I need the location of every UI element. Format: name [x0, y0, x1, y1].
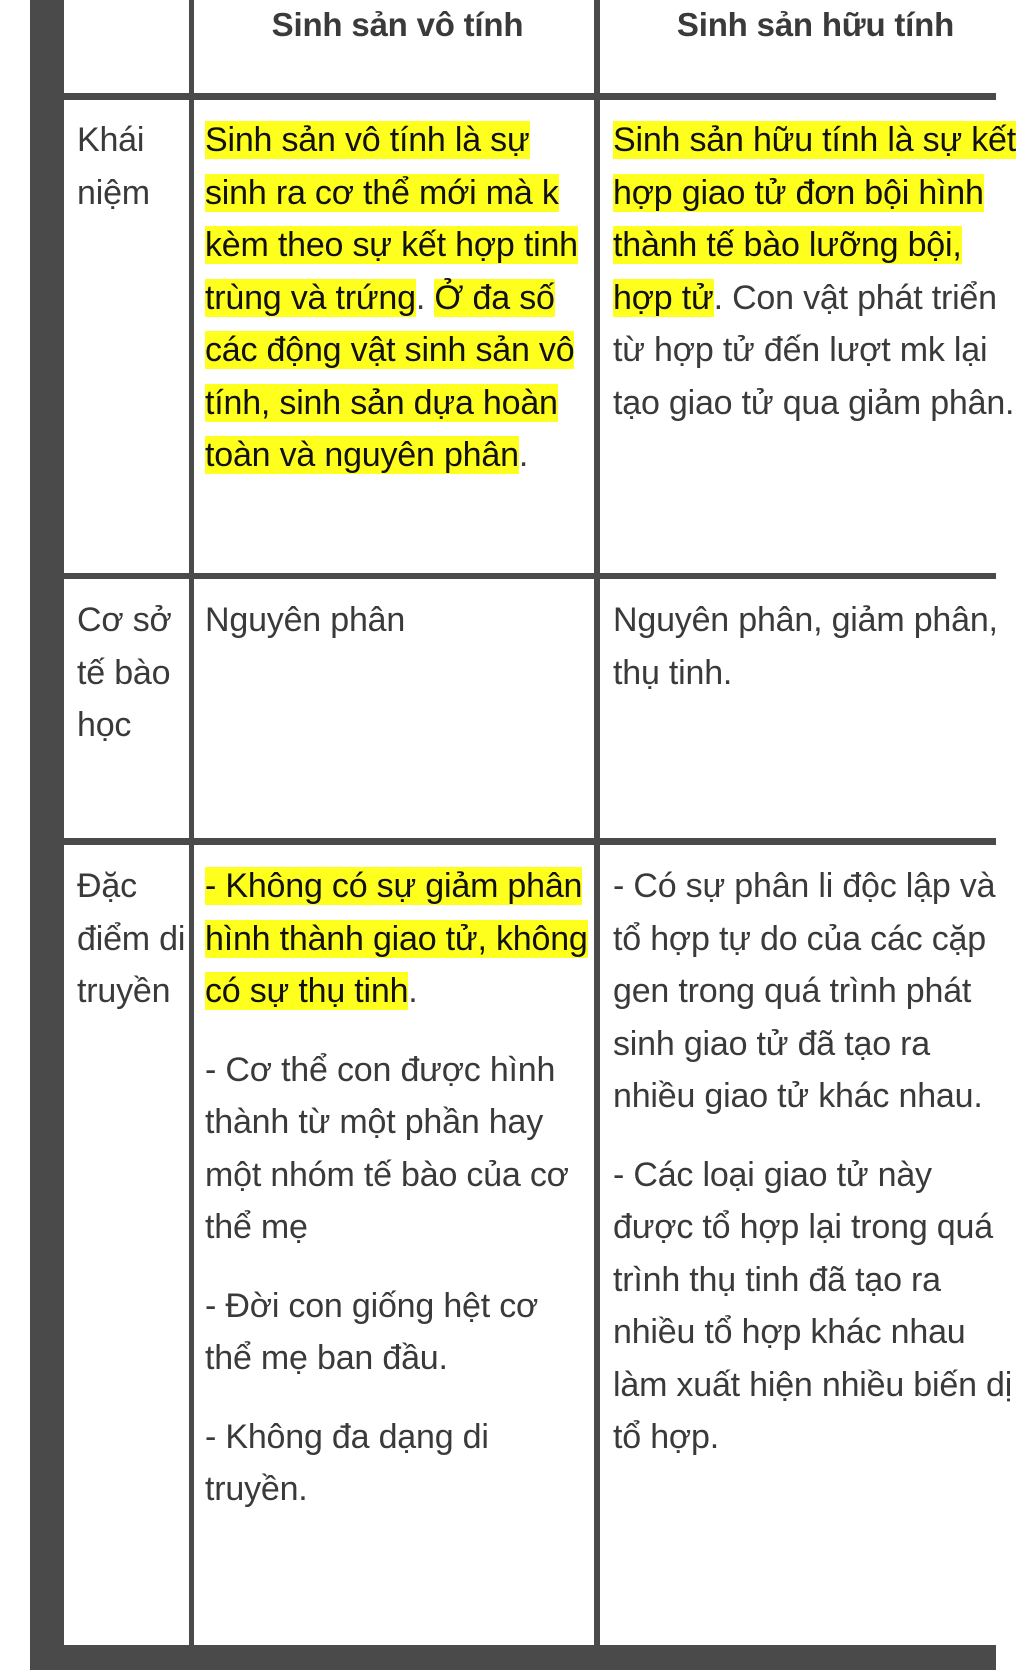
cell-basis-asexual: [194, 579, 594, 838]
highlighted-text: Ở đa số các động vật sinh sản vô tính, sinh sản dựa hoàn toàn và nguyên phân: [205, 278, 575, 474]
paragraph: - Đời con giống hệt cơ thể mẹ ban đầu.: [205, 1286, 539, 1377]
paragraph: - Có sự phân li độc lập và tổ hợp tự do của các cặp gen trong quá trình phát sinh giao tử đã tạo ra nhiều giao tử khác nhau.: [613, 867, 996, 1115]
header-sexual: [600, 0, 1022, 93]
cell-text: Nguyên phân: [205, 601, 406, 639]
plain-text: .: [415, 278, 435, 317]
cell-genetics-asexual: [194, 845, 594, 1645]
row-label-cellular-basis: [64, 579, 189, 838]
highlighted-text: - Không có sự giảm phân hình thành giao tử, không có sự thụ tinh: [205, 867, 588, 1010]
plain-text: .: [408, 972, 418, 1010]
highlighted-text: Sinh sản hữu tính là sự kết hợp giao tử đơn bội hình thành tế bào lưỡng bội, hợp tử: [613, 121, 1017, 317]
header-empty-cell: [64, 0, 189, 93]
cell-concept-asexual: [194, 100, 594, 573]
row-label-text: Cơ sở tế bào học: [77, 601, 172, 744]
plain-text: .: [518, 436, 529, 474]
paragraph: [205, 860, 590, 1018]
paragraph: - Các loại giao tử này được tổ hợp lại trong quá trình thụ tinh đã tạo ra nhiều tổ hợp khác nhau làm xuất hiện nhiều biến dị tổ hợp.: [613, 1155, 1013, 1456]
highlighted-text: Sinh sản vô tính là sự sinh ra cơ thể mới mà k kèm theo sự kết hợp tinh trùng và trứng: [205, 121, 578, 317]
paragraph: - Không đa dạng di truyền.: [205, 1417, 489, 1508]
header-sexual-text: Sinh sản hữu tính: [676, 6, 955, 43]
row-label-concept: [64, 100, 189, 573]
cell-text: Nguyên phân, giảm phân, thụ tinh.: [613, 601, 998, 692]
row-label-genetic-traits: [64, 845, 189, 1645]
paragraph: - Cơ thể con được hình thành từ một phần hay một nhóm tế bào của cơ thể mẹ: [205, 1050, 569, 1246]
cell-genetics-sexual: [600, 845, 1022, 1645]
row-label-text: Đặc điểm di truyền: [77, 867, 186, 1010]
comparison-table: [30, 0, 1017, 1670]
row-label-text: Khái niệm: [77, 121, 150, 212]
cell-concept-sexual: [600, 100, 1022, 573]
cell-basis-sexual: [600, 579, 1022, 838]
header-asexual-text: Sinh sản vô tính: [271, 6, 524, 43]
plain-text: . Con vật phát triển từ hợp tử đến lượt mk lại tạo giao tử qua giảm phân.: [613, 278, 1015, 422]
header-asexual: [194, 0, 594, 93]
